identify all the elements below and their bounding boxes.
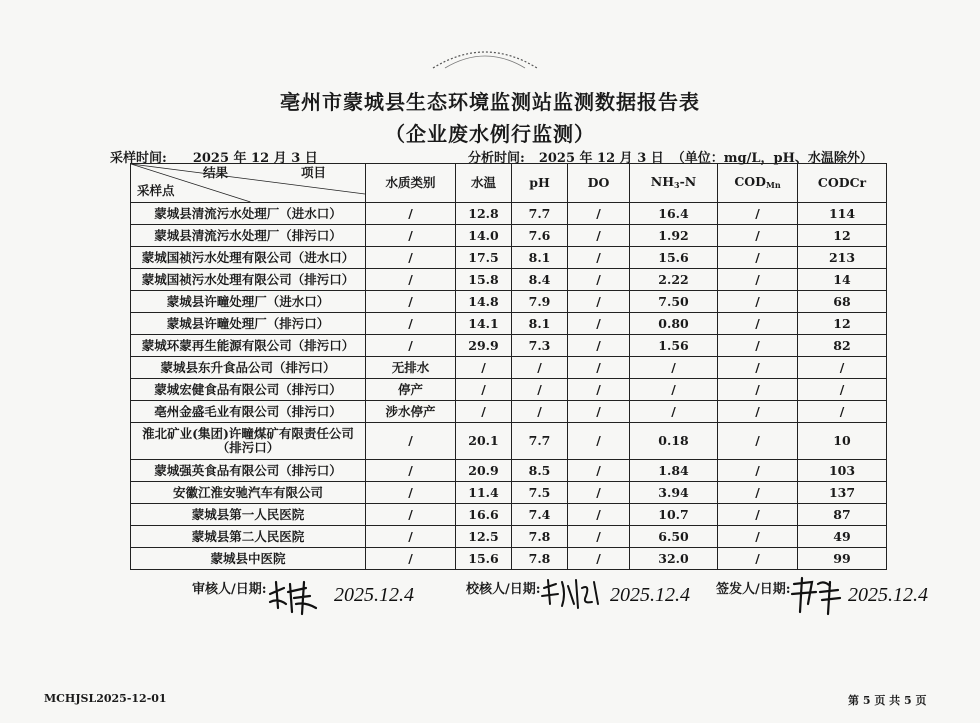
cell-site: 蒙城县第一人民医院 xyxy=(131,504,366,526)
cell-codmn: / xyxy=(718,423,798,460)
cell-site: 蒙城县第二人民医院 xyxy=(131,526,366,548)
cell-site: 安徽江淮安驰汽车有限公司 xyxy=(131,482,366,504)
cell-water-temp: / xyxy=(456,357,512,379)
cell-water-temp: 29.9 xyxy=(456,335,512,357)
cell-site: 蒙城环蒙再生能源有限公司（排污口） xyxy=(131,335,366,357)
cell-codcr: 14 xyxy=(798,269,887,291)
table-row xyxy=(131,203,887,225)
cell-nh3n: 1.84 xyxy=(630,460,718,482)
cell-ph: 8.1 xyxy=(512,313,568,335)
header-codcr: CODCr xyxy=(798,164,887,203)
report-title: 亳州市蒙城县生态环境监测站监测数据报告表 xyxy=(280,90,700,114)
cell-site: 亳州金盛毛业有限公司（排污口） xyxy=(131,401,366,423)
table-row xyxy=(131,548,887,570)
cell-nh3n: 3.94 xyxy=(630,482,718,504)
table-row xyxy=(131,313,887,335)
cell-water-class: 无排水 xyxy=(366,357,456,379)
cell-ph: 8.5 xyxy=(512,460,568,482)
cell-water-class: / xyxy=(366,269,456,291)
cell-codmn: / xyxy=(718,335,798,357)
cell-site: 淮北矿业(集团)许疃煤矿有限责任公司 （排污口） xyxy=(131,423,366,460)
cell-codcr: 114 xyxy=(798,203,887,225)
cell-codmn: / xyxy=(718,357,798,379)
cell-do: / xyxy=(568,548,630,570)
cell-ph: 7.3 xyxy=(512,335,568,357)
table-row xyxy=(131,335,887,357)
report-subtitle: （企业废水例行监测） xyxy=(385,122,595,146)
cell-water-class: 涉水停产 xyxy=(366,401,456,423)
table-row xyxy=(131,460,887,482)
cell-do: / xyxy=(568,357,630,379)
cell-water-temp: 20.9 xyxy=(456,460,512,482)
cell-water-temp: 15.8 xyxy=(456,269,512,291)
cell-site: 蒙城国祯污水处理有限公司（排污口） xyxy=(131,269,366,291)
cell-codmn: / xyxy=(718,203,798,225)
cell-water-class: / xyxy=(366,225,456,247)
cell-site: 蒙城强英食品有限公司（排污口） xyxy=(131,460,366,482)
cell-codcr: 12 xyxy=(798,313,887,335)
cell-water-temp: / xyxy=(456,379,512,401)
cell-ph: 7.8 xyxy=(512,526,568,548)
cell-do: / xyxy=(568,203,630,225)
cell-site: 蒙城县许疃处理厂（排污口） xyxy=(131,313,366,335)
cell-water-temp: 14.0 xyxy=(456,225,512,247)
cell-water-class: / xyxy=(366,526,456,548)
cell-codcr: 12 xyxy=(798,225,887,247)
cell-do: / xyxy=(568,291,630,313)
sampling-time-label: 采样时间: xyxy=(110,151,167,166)
cell-site: 蒙城县清流污水处理厂（进水口） xyxy=(131,203,366,225)
checker-label: 校核人/日期: xyxy=(466,582,541,597)
table-row xyxy=(131,504,887,526)
cell-water-class: / xyxy=(366,548,456,570)
cell-site: 蒙城宏健食品有限公司（排污口） xyxy=(131,379,366,401)
cell-codcr: 103 xyxy=(798,460,887,482)
cell-codmn: / xyxy=(718,526,798,548)
reviewer-label: 审核人/日期: xyxy=(192,582,267,597)
cell-codcr: 49 xyxy=(798,526,887,548)
cell-water-temp: 12.8 xyxy=(456,203,512,225)
cell-do: / xyxy=(568,247,630,269)
seal-stamp-arc xyxy=(425,40,545,70)
analysis-time-label: 分析时间: xyxy=(468,151,525,166)
cell-water-class: / xyxy=(366,291,456,313)
header-codmn xyxy=(718,164,798,203)
cell-codmn: / xyxy=(718,379,798,401)
cell-nh3n: 7.50 xyxy=(630,291,718,313)
cell-do: / xyxy=(568,269,630,291)
header-water-class: 水质类别 xyxy=(366,164,456,203)
header-nh3n-tail: -N xyxy=(679,173,697,189)
cell-water-temp: / xyxy=(456,401,512,423)
cell-water-temp: 16.6 xyxy=(456,504,512,526)
cell-water-temp: 20.1 xyxy=(456,423,512,460)
cell-do: / xyxy=(568,335,630,357)
cell-codcr: / xyxy=(798,401,887,423)
cell-ph: 7.5 xyxy=(512,482,568,504)
table-row xyxy=(131,269,887,291)
cell-water-class: / xyxy=(366,203,456,225)
issuer-label: 签发人/日期: xyxy=(716,582,791,597)
cell-ph: 7.7 xyxy=(512,203,568,225)
cell-ph: / xyxy=(512,357,568,379)
cell-water-temp: 15.6 xyxy=(456,548,512,570)
cell-do: / xyxy=(568,225,630,247)
cell-ph: 8.4 xyxy=(512,269,568,291)
cell-nh3n: / xyxy=(630,379,718,401)
table-row xyxy=(131,482,887,504)
cell-water-class: 停产 xyxy=(366,379,456,401)
cell-nh3n: 1.92 xyxy=(630,225,718,247)
cell-do: / xyxy=(568,423,630,460)
cell-water-class: / xyxy=(366,335,456,357)
header-codmn-main: COD xyxy=(734,173,766,189)
cell-do: / xyxy=(568,313,630,335)
cell-ph: 8.1 xyxy=(512,247,568,269)
cell-ph: 7.7 xyxy=(512,423,568,460)
document-code: MCHJSL2025-12-01 xyxy=(44,692,167,705)
cell-codmn: / xyxy=(718,247,798,269)
cell-site: 蒙城县许疃处理厂（进水口） xyxy=(131,291,366,313)
cell-codcr: / xyxy=(798,357,887,379)
cell-nh3n: 16.4 xyxy=(630,203,718,225)
cell-nh3n: 15.6 xyxy=(630,247,718,269)
cell-water-class: / xyxy=(366,247,456,269)
header-ph: pH xyxy=(512,164,568,203)
header-nh3n-sub: 3 xyxy=(674,179,680,190)
cell-codmn: / xyxy=(718,460,798,482)
cell-nh3n: 1.56 xyxy=(630,335,718,357)
page-number: 第 5 页 共 5 页 xyxy=(848,694,927,707)
table-row xyxy=(131,225,887,247)
cell-codmn: / xyxy=(718,313,798,335)
cell-nh3n: / xyxy=(630,357,718,379)
cell-ph: 7.9 xyxy=(512,291,568,313)
cell-codcr: 137 xyxy=(798,482,887,504)
cell-codmn: / xyxy=(718,269,798,291)
cell-codmn: / xyxy=(718,225,798,247)
cell-water-class: / xyxy=(366,313,456,335)
cell-water-temp: 12.5 xyxy=(456,526,512,548)
header-nh3n xyxy=(630,164,718,203)
cell-water-class: / xyxy=(366,423,456,460)
reviewer-date: 2025.12.4 xyxy=(334,584,414,606)
cell-site: 蒙城县中医院 xyxy=(131,548,366,570)
table-header-row xyxy=(131,164,887,203)
cell-nh3n: 6.50 xyxy=(630,526,718,548)
cell-water-class: / xyxy=(366,460,456,482)
cell-ph: / xyxy=(512,401,568,423)
cell-water-temp: 14.8 xyxy=(456,291,512,313)
cell-nh3n: 0.18 xyxy=(630,423,718,460)
table-row xyxy=(131,247,887,269)
cell-do: / xyxy=(568,401,630,423)
cell-codcr: 213 xyxy=(798,247,887,269)
cell-water-class: / xyxy=(366,504,456,526)
cell-codmn: / xyxy=(718,548,798,570)
cell-water-temp: 14.1 xyxy=(456,313,512,335)
cell-nh3n: 2.22 xyxy=(630,269,718,291)
table-body xyxy=(131,203,887,570)
cell-codmn: / xyxy=(718,504,798,526)
header-nh3n-main: NH xyxy=(650,173,675,189)
header-do: DO xyxy=(568,164,630,203)
cell-codcr: 87 xyxy=(798,504,887,526)
cell-do: / xyxy=(568,482,630,504)
cell-codmn: / xyxy=(718,482,798,504)
table-row xyxy=(131,423,887,460)
cell-water-temp: 17.5 xyxy=(456,247,512,269)
cell-site: 蒙城县清流污水处理厂（排污口） xyxy=(131,225,366,247)
cell-do: / xyxy=(568,504,630,526)
unit-note: （单位：mg/L，pH、水温除外） xyxy=(671,151,873,166)
issuer-signature xyxy=(790,574,844,616)
header-corner-cell xyxy=(131,164,366,203)
cell-site: 蒙城国祯污水处理有限公司（进水口） xyxy=(131,247,366,269)
header-water-temp: 水温 xyxy=(456,164,512,203)
cell-nh3n: / xyxy=(630,401,718,423)
cell-ph: 7.4 xyxy=(512,504,568,526)
table-row xyxy=(131,401,887,423)
checker-date: 2025.12.4 xyxy=(610,584,690,606)
cell-codmn: / xyxy=(718,291,798,313)
table-row xyxy=(131,526,887,548)
cell-water-class: / xyxy=(366,482,456,504)
cell-codcr: 82 xyxy=(798,335,887,357)
cell-do: / xyxy=(568,379,630,401)
cell-codcr: 68 xyxy=(798,291,887,313)
cell-codcr: 10 xyxy=(798,423,887,460)
cell-do: / xyxy=(568,460,630,482)
cell-ph: 7.6 xyxy=(512,225,568,247)
cell-codmn: / xyxy=(718,401,798,423)
reviewer-signature xyxy=(266,574,324,618)
header-item-label: 项目 xyxy=(301,165,327,180)
table-row xyxy=(131,291,887,313)
cell-water-temp: 11.4 xyxy=(456,482,512,504)
analysis-time-value: 2025 年 12 月 3 日 xyxy=(538,151,664,166)
table-row xyxy=(131,357,887,379)
header-codmn-sub: Mn xyxy=(766,179,781,190)
cell-do: / xyxy=(568,526,630,548)
cell-ph: / xyxy=(512,379,568,401)
cell-site: 蒙城县东升食品公司（排污口） xyxy=(131,357,366,379)
issuer-date: 2025.12.4 xyxy=(848,584,928,606)
header-result-label: 结果 xyxy=(203,165,229,180)
monitoring-data-table xyxy=(130,163,887,570)
sampling-time-value: 2025 年 12 月 3 日 xyxy=(192,151,318,166)
table-row xyxy=(131,379,887,401)
cell-nh3n: 10.7 xyxy=(630,504,718,526)
cell-ph: 7.8 xyxy=(512,548,568,570)
cell-codcr: 99 xyxy=(798,548,887,570)
cell-codcr: / xyxy=(798,379,887,401)
checker-signature xyxy=(540,574,606,614)
cell-nh3n: 32.0 xyxy=(630,548,718,570)
cell-nh3n: 0.80 xyxy=(630,313,718,335)
header-site-label: 采样点 xyxy=(137,183,175,198)
